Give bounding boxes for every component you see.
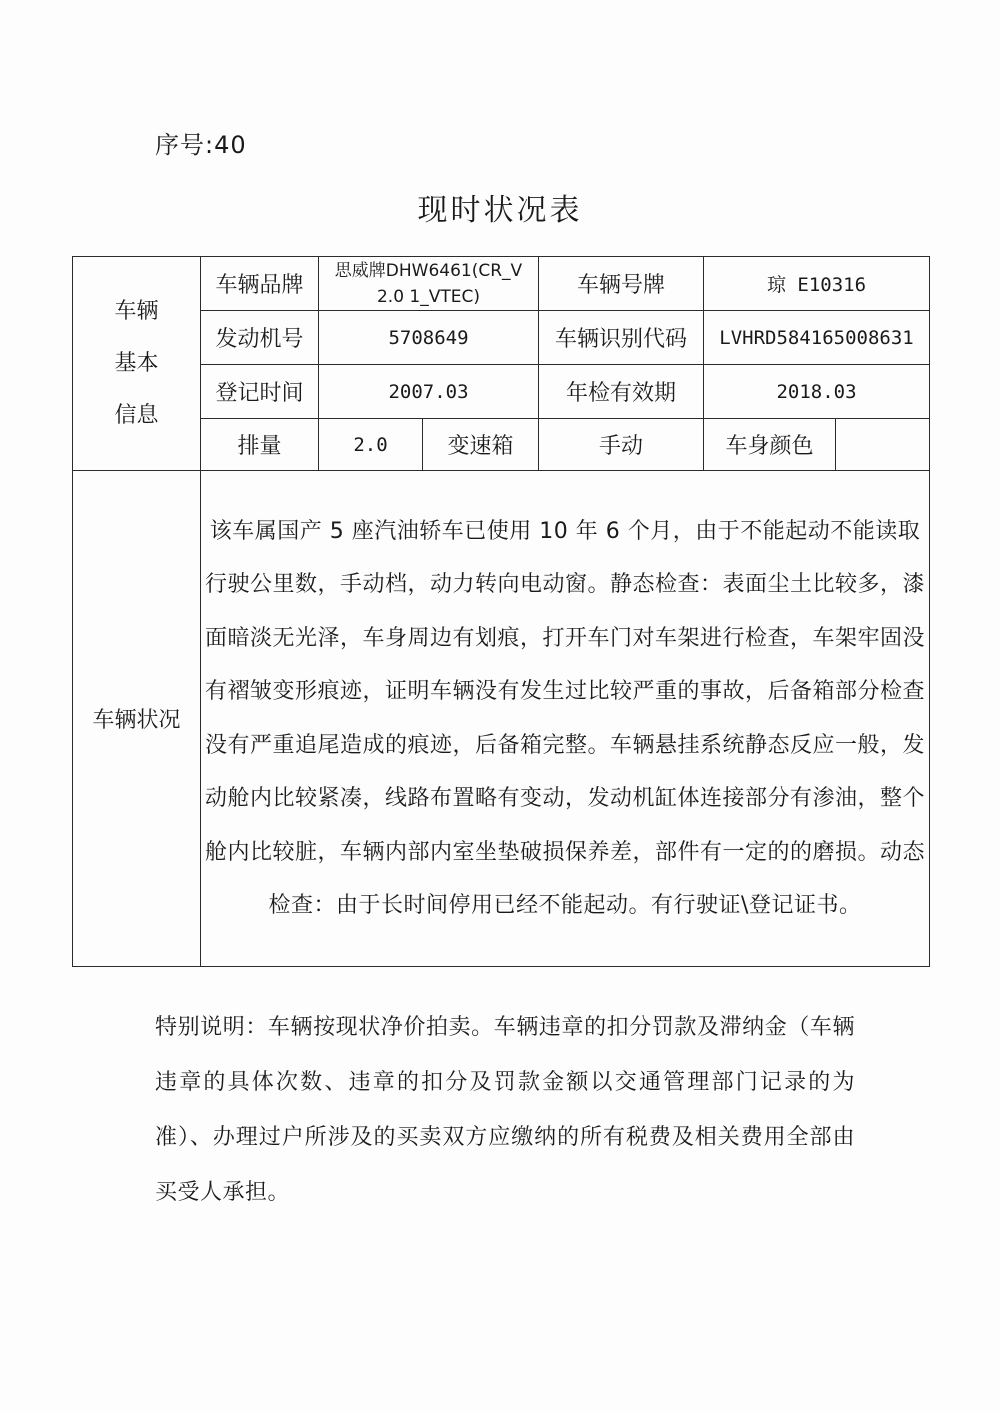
table-row — [73, 257, 930, 311]
body-color-value — [836, 419, 930, 471]
engine-value: 5708649 — [319, 311, 539, 365]
section-label-line: 信息 — [114, 402, 159, 428]
condition-description: 该车属国产 5 座汽油轿车已使用 10 年 6 个月，由于不能起动不能读取行驶公里数，手动档，动力转向电动窗。静态检查：表面尘土比较多，漆面暗淡无光泽，车身周边有划痕，打开车门对车架进行检查，车架牢固没有褶皱变形痕迹，证明车辆没有发生过比较严重的事故，后备箱部分检查没有严重追尾造成的痕迹，后备箱完整。车辆悬挂系统静态反应一般，发动舱内比较紧凑，线路布置略有变动，发动机缸体连接部分有渗油，整个舱内比较脏，车辆内部内室坐垫破损保养差，部件有一定的的磨损。动态检查：由于长时间停用已经不能起动。有行驶证\登记证书。 — [201, 471, 930, 967]
table-row — [73, 365, 930, 419]
basic-info-section-label — [73, 257, 201, 471]
table-row — [73, 419, 930, 471]
vin-value: LVHRD584165008631 — [704, 311, 930, 365]
serial-number: 序号:40 — [155, 131, 247, 159]
section-label-line: 车辆 — [114, 298, 159, 324]
registration-label: 登记时间 — [201, 365, 319, 419]
table-row — [73, 471, 930, 967]
gearbox-label: 变速箱 — [423, 419, 539, 471]
engine-label: 发动机号 — [201, 311, 319, 365]
inspection-value: 2018.03 — [704, 365, 930, 419]
table-row — [73, 311, 930, 365]
vehicle-status-table — [72, 256, 930, 967]
displacement-label: 排量 — [201, 419, 319, 471]
plate-value: 琼 E10316 — [704, 257, 930, 311]
gearbox-value: 手动 — [539, 419, 704, 471]
plate-label: 车辆号牌 — [539, 257, 704, 311]
condition-label: 车辆状况 — [73, 471, 201, 967]
displacement-value: 2.0 — [319, 419, 423, 471]
page-title: 现时状况表 — [417, 193, 583, 228]
brand-label: 车辆品牌 — [201, 257, 319, 311]
vin-label: 车辆识别代码 — [539, 311, 704, 365]
brand-value: 思威牌DHW6461(CR_V 2.0 1_VTEC) — [319, 257, 539, 311]
inspection-label: 年检有效期 — [539, 365, 704, 419]
special-note: 特别说明：车辆按现状净价拍卖。车辆违章的扣分罚款及滞纳金（车辆违章的具体次数、违章的扣分及罚款金额以交通管理部门记录的为准）、办理过户所涉及的买卖双方应缴纳的所有税费及相关费用全部由买受人承担。 — [155, 1015, 855, 1205]
section-label-line: 基本 — [114, 350, 159, 376]
registration-value: 2007.03 — [319, 365, 539, 419]
body-color-label: 车身颜色 — [704, 419, 836, 471]
